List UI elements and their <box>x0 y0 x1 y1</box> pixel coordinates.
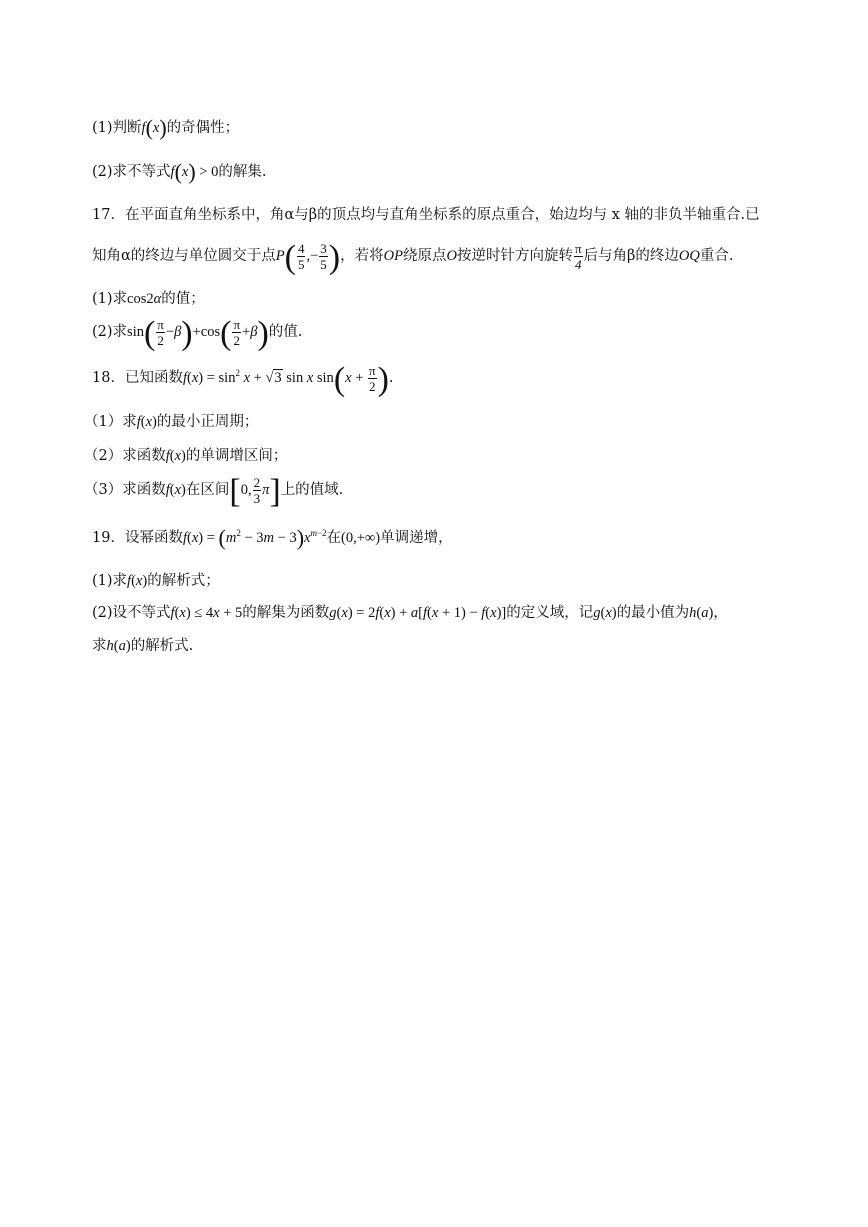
math-gx-short: g(x) <box>593 605 617 621</box>
q18-part2: （2）求函数f(x)的单调增区间； <box>84 448 288 464</box>
q17-part1: (1)求cos2α的值； <box>92 291 205 307</box>
math-oq: OQ <box>678 248 700 264</box>
math-gx: g(x) = 2f(x) + a[f(x + 1) − f(x)] <box>329 605 507 621</box>
math-fx: f(x) <box>136 414 157 430</box>
q18-part3: （3）求函数f(x)在区间[0, $\frac{2}{3}$ π]上的值域. <box>84 473 344 510</box>
math-o: O <box>446 248 457 264</box>
math-point-p: P( $\frac{4}{5}$ ,− $\frac{3}{5}$ ) <box>275 239 341 276</box>
math-fx: f(x) <box>165 448 186 464</box>
q16-part1: (1)判断f(x)的奇偶性； <box>92 115 240 140</box>
math-ha: h(a) <box>106 638 131 654</box>
q19-stem: 19．设幂函数$f(x) = (m^2 - 3m - 3)x^{m-2}$在(0,+∞)单调递增， <box>92 525 453 550</box>
q18-stem: 18．已知函数$f(x) = \sin^2 x + √3$ sin x sin(x + $\frac{\pi}{2}$ ). <box>92 361 394 398</box>
q16-part2: (2)求不等式f(x) > 0的解集. <box>92 159 267 184</box>
q18-part1: （1）求f(x)的最小正周期； <box>84 414 259 430</box>
math-interval: [0, $\frac{2}{3}$ π] <box>229 473 281 510</box>
q19-part2-line2: 求h(a)的解析式. <box>92 638 194 654</box>
q19-part1: (1)求f(x)的解析式； <box>92 573 220 589</box>
q19-part2-line1: (2)设不等式f(x) ≤ 4x + 5的解集为函数g(x) = 2f(x) + a[f(x + 1) − f(x)]的定义域，记g(x)的最小值为h(a)， <box>92 605 728 621</box>
q17-stem-line1: 17．在平面直角坐标系中，角α与β的顶点均与直角坐标系的原点重合，始边均与 x 轴的非负半轴重合.已 <box>92 207 760 223</box>
math-fx-gt-0: f(x) > 0 <box>170 159 219 184</box>
math-power-function: $f(x) = (m^2 - 3m - 3)x^{m-2}$ <box>182 525 327 550</box>
math-inequality: f(x) ≤ 4x + 5 <box>170 605 243 621</box>
math-fx: f(x) <box>141 115 167 140</box>
math-sin-cos-expr: sin( $\frac{\pi}{2}$ −β)+cos( $\frac{\pi}{2}$ +β) <box>127 315 269 352</box>
math-op: OP <box>383 248 403 264</box>
math-ha: h(a) <box>689 605 714 621</box>
math-fx: f(x) <box>165 482 186 498</box>
q17-part2: (2)求sin( $\frac{\pi}{2}$ −β)+cos( $\frac{\pi}{2}$ +β)的值. <box>92 315 303 352</box>
math-fx: f(x) <box>127 573 148 589</box>
math-cos2alpha: cos2α <box>127 291 162 307</box>
q17-stem-line2: 知角α的终边与单位圆交于点P( $\frac{4}{5}$ ,− $\frac{3}{5}$ )，若将OP绕原点O按逆时针方向旋转 $\frac{\pi}{4}$ 后与角β的终边OQ重合. <box>92 239 734 276</box>
math-pi-over-4: $\frac{\pi}{4}$ <box>574 240 582 272</box>
math-domain: (0,+∞) <box>341 530 381 546</box>
math-q18-function: $f(x) = \sin^2 x + √3$ sin x sin(x + $\frac{\pi}{2}$ ) <box>182 361 389 398</box>
